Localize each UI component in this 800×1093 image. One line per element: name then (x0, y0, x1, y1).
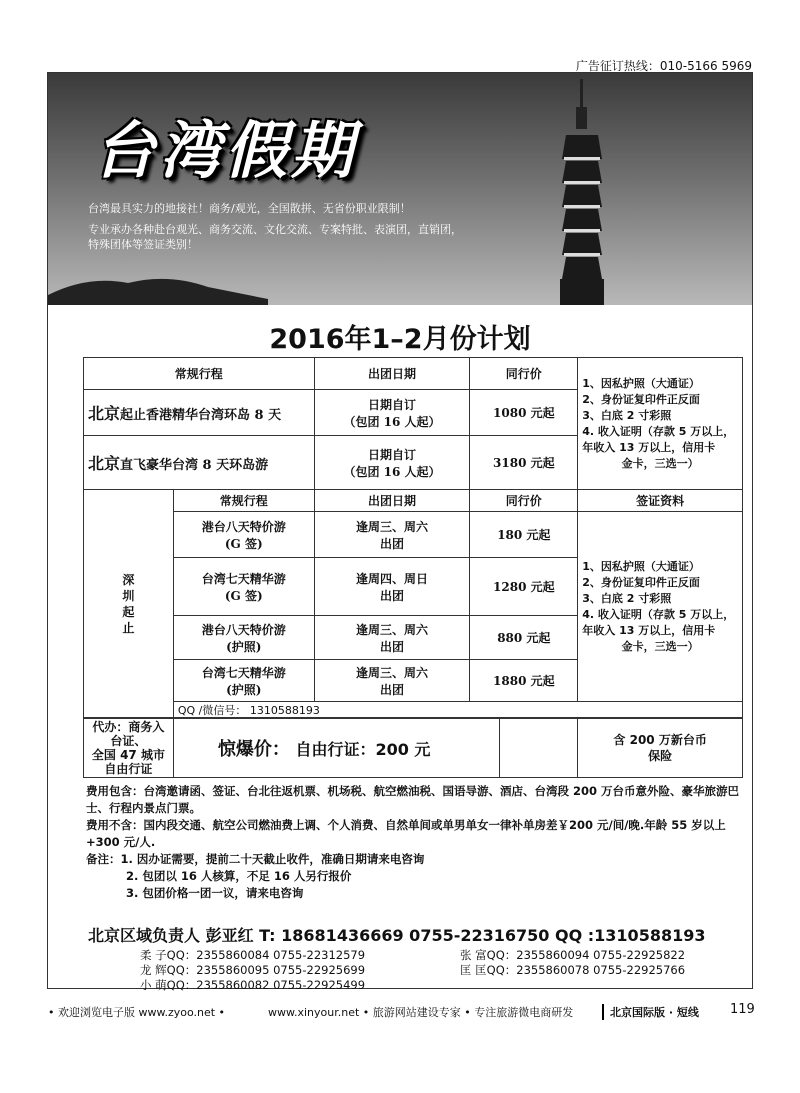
taipei-101-tower (552, 79, 612, 305)
price: 1880 元起 (470, 660, 578, 702)
page-number: 119 (730, 1002, 755, 1017)
sz-header-visa: 签证资料 (578, 490, 743, 512)
itinerary-table (83, 357, 743, 719)
departure-date: 日期自订 （包团 16 人起） (314, 390, 470, 436)
agency-services: 代办：商务入 台证、 全国 47 城市 自由行证 (84, 718, 174, 778)
route-name: 北京起止香港精华台湾环岛 8 天 (84, 390, 315, 436)
banner (48, 73, 752, 305)
insurance-info: 含 200 万新台币 保险 (578, 718, 743, 778)
staff-contacts (140, 948, 685, 993)
mountain-silhouette (48, 265, 268, 305)
departure-date: 逢周四、周日 出团 (314, 558, 470, 616)
list-item: 龙 辉QQ：2355860095 0755-22925699 匡 匡QQ：2355860078 0755-22925766 (140, 963, 686, 977)
footer-middle: www.xinyour.net • 旅游网站建设专家 • 专注旅游微电商研发 (268, 1006, 574, 1019)
notes: 备注：1. 因办证需要，提前二十天截止收件，准确日期请来电咨询 (86, 852, 425, 866)
price: 1280 元起 (470, 558, 578, 616)
ad-hotline: 广告征订热线：010-5166 5969 (575, 59, 752, 73)
route-name: 台湾七天精华游 (G 签) (173, 558, 314, 616)
regional-contact: 北京区域负责人 彭亚红 T: 18681436669 0755-22316750 QQ :1310588193 (88, 926, 706, 945)
departure-date: 日期自订 （包团 16 人起） (314, 436, 470, 490)
beijing-visa-info: 1、因私护照（大通证） 2、身份证复印件正反面 3、白底 2 寸彩照 4. 收入证明（存款 5 万以上， 年收入 13 万以上，信用卡 金卡，三选一） (578, 358, 743, 490)
departure-date: 逢周三、周六 出团 (314, 616, 470, 660)
note-item: 3. 包团价格一团一议，请来电咨询 (126, 886, 304, 900)
footer-section: 北京国际版 · 短线 (602, 1004, 699, 1020)
route-name: 北京直飞豪华台湾 8 天环岛游 (84, 436, 315, 490)
blank-cell (500, 718, 578, 778)
departure-date: 逢周三、周六 出团 (314, 512, 470, 558)
list-item: 小 萌QQ：2355860082 0755-22925499 (140, 978, 366, 992)
banner-tagline-2: 专业承办各种赴台观光、商务交流、文化交流、专案特批、表演团，直销团， (88, 223, 462, 236)
price: 1080 元起 (470, 390, 578, 436)
price: 880 元起 (470, 616, 578, 660)
price: 3180 元起 (470, 436, 578, 490)
header-route: 常规行程 (84, 358, 315, 390)
sz-header-price: 同行价 (470, 490, 578, 512)
note-item: 2. 包团以 16 人核算，不足 16 人另行报价 (126, 869, 352, 883)
route-name: 港台八天特价游 (护照) (173, 616, 314, 660)
shenzhen-visa-info: 1、因私护照（大通证） 2、身份证复印件正反面 3、白底 2 寸彩照 4. 收入证明（存款 5 万以上， 年收入 13 万以上，信用卡 金卡，三选一） (578, 512, 743, 702)
shenzhen-label: 深圳起止 (84, 490, 174, 719)
footer-left: • 欢迎浏览电子版 www.zyoo.net • (48, 1006, 226, 1019)
fees-exclude: 费用不含：国内段交通、航空公司燃油费上调、个人消费、自然单间或单男单女一律补单房差￥200 元/间/晚.年龄 55 岁以上+300 元/人. (86, 818, 726, 849)
sz-header-date: 出团日期 (314, 490, 470, 512)
fee-details (86, 783, 746, 902)
agency-row (83, 717, 743, 778)
banner-title: 台湾假期 (93, 114, 358, 187)
table-row (84, 512, 743, 558)
ad-frame (47, 72, 753, 992)
route-name: 港台八天特价游 (G 签) (173, 512, 314, 558)
special-price: 惊爆价： 自由行证：200 元 (173, 718, 500, 778)
fees-include: 费用包含：台湾邀请函、签证、台北往返机票、机场税、航空燃油税、国语导游、酒店、台湾段 200 万台币意外险、豪华旅游巴士、行程内景点门票。 (86, 784, 740, 815)
header-date: 出团日期 (314, 358, 470, 390)
banner-tagline-3: 特殊团体等签证类别！ (88, 238, 198, 251)
plan-title: 2016年1–2月份计划 (269, 324, 531, 355)
departure-date: 逢周三、周六 出团 (314, 660, 470, 702)
banner-tagline-1: 台湾最具实力的地接社！商务/观光，全国散拼、无省份职业限制！ (88, 202, 411, 215)
list-item: 柔 子QQ：2355860084 0755-22312579 张 富QQ：2355860094 0755-22925822 (140, 948, 686, 962)
sz-header-route: 常规行程 (173, 490, 314, 512)
price: 180 元起 (470, 512, 578, 558)
qq-wechat: QQ /微信号： 1310588193 (173, 702, 742, 719)
route-name: 台湾七天精华游 (护照) (173, 660, 314, 702)
header-price: 同行价 (470, 358, 578, 390)
